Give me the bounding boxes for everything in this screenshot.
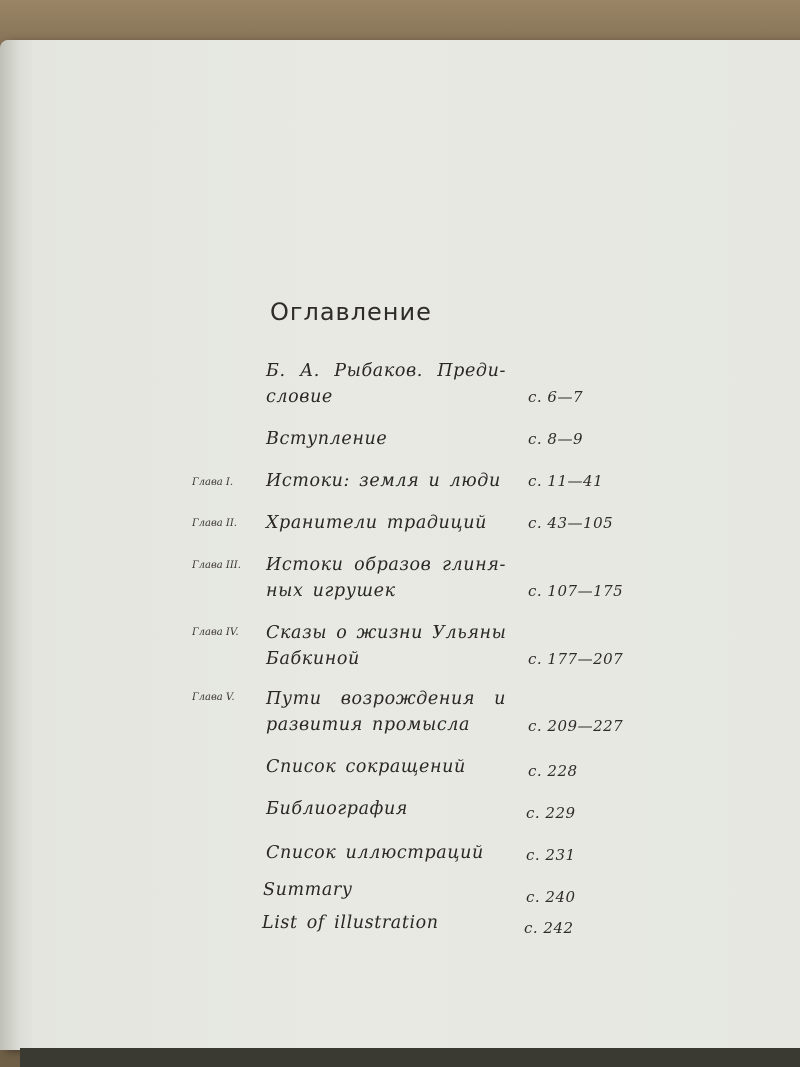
entry-pages: с. 8—9 [528,430,584,448]
toc-entry-foreword [266,358,506,410]
entry-pages: с. 11—41 [528,472,604,490]
entry-pages: с. 107—175 [528,582,624,600]
bottom-shadow [20,1048,800,1067]
chapter-label: Глава IV. [192,627,239,638]
entry-text-line: Бабкиной [266,649,360,669]
book-spine [0,40,32,1050]
toc-entry-bibliography [266,796,506,822]
entry-text-line: Сказы о жизни Ульяны [266,623,507,643]
entry-text-line: развития промысла [266,715,470,735]
chapter-label: Глава I. [192,477,234,488]
toc-entry-abbreviations [266,754,506,780]
toc-entry-introduction [266,426,506,452]
entry-text-line: ных игрушек [266,581,396,601]
toc-entry-chapter-2 [266,510,506,536]
toc-entry-list-of-illustration [262,910,502,936]
entry-text-line: Summary [263,880,353,900]
entry-pages: с. 228 [528,762,578,780]
entry-text-line: Хранители традиций [266,513,487,533]
entry-text-line: Пути возрождения и [266,689,506,709]
entry-text-line: Список иллюстраций [266,843,484,863]
toc-entry-chapter-4 [266,620,506,672]
entry-pages: с. 242 [524,919,574,937]
entry-text-line: Истоки образов глиня- [266,555,506,575]
entry-text-line: Список сокращений [266,757,466,777]
toc-title: Оглавление [270,298,432,326]
chapter-label: Глава III. [192,560,241,571]
entry-pages: с. 177—207 [528,650,624,668]
entry-pages: с. 240 [526,888,576,906]
entry-text-line: Вступление [266,429,388,449]
entry-text-line: Истоки: земля и люди [266,471,501,491]
entry-pages: с. 43—105 [528,514,614,532]
entry-pages: с. 229 [526,804,576,822]
toc-entry-summary [263,877,503,903]
entry-pages: с. 6—7 [528,388,584,406]
entry-text-line: словие [266,387,333,407]
toc-entry-chapter-1 [266,468,506,494]
toc-entry-illustrations [266,840,506,866]
chapter-label: Глава V. [192,692,235,703]
entry-text-line: Б. А. Рыбаков. Преди- [266,361,506,381]
toc-entry-chapter-5 [266,686,506,738]
entry-text-line: Библиография [266,799,408,819]
entry-pages: с. 209—227 [528,717,624,735]
entry-text-line: List of illustration [262,913,439,933]
toc-entry-chapter-3 [266,552,506,604]
entry-pages: с. 231 [526,846,576,864]
chapter-label: Глава II. [192,518,237,529]
